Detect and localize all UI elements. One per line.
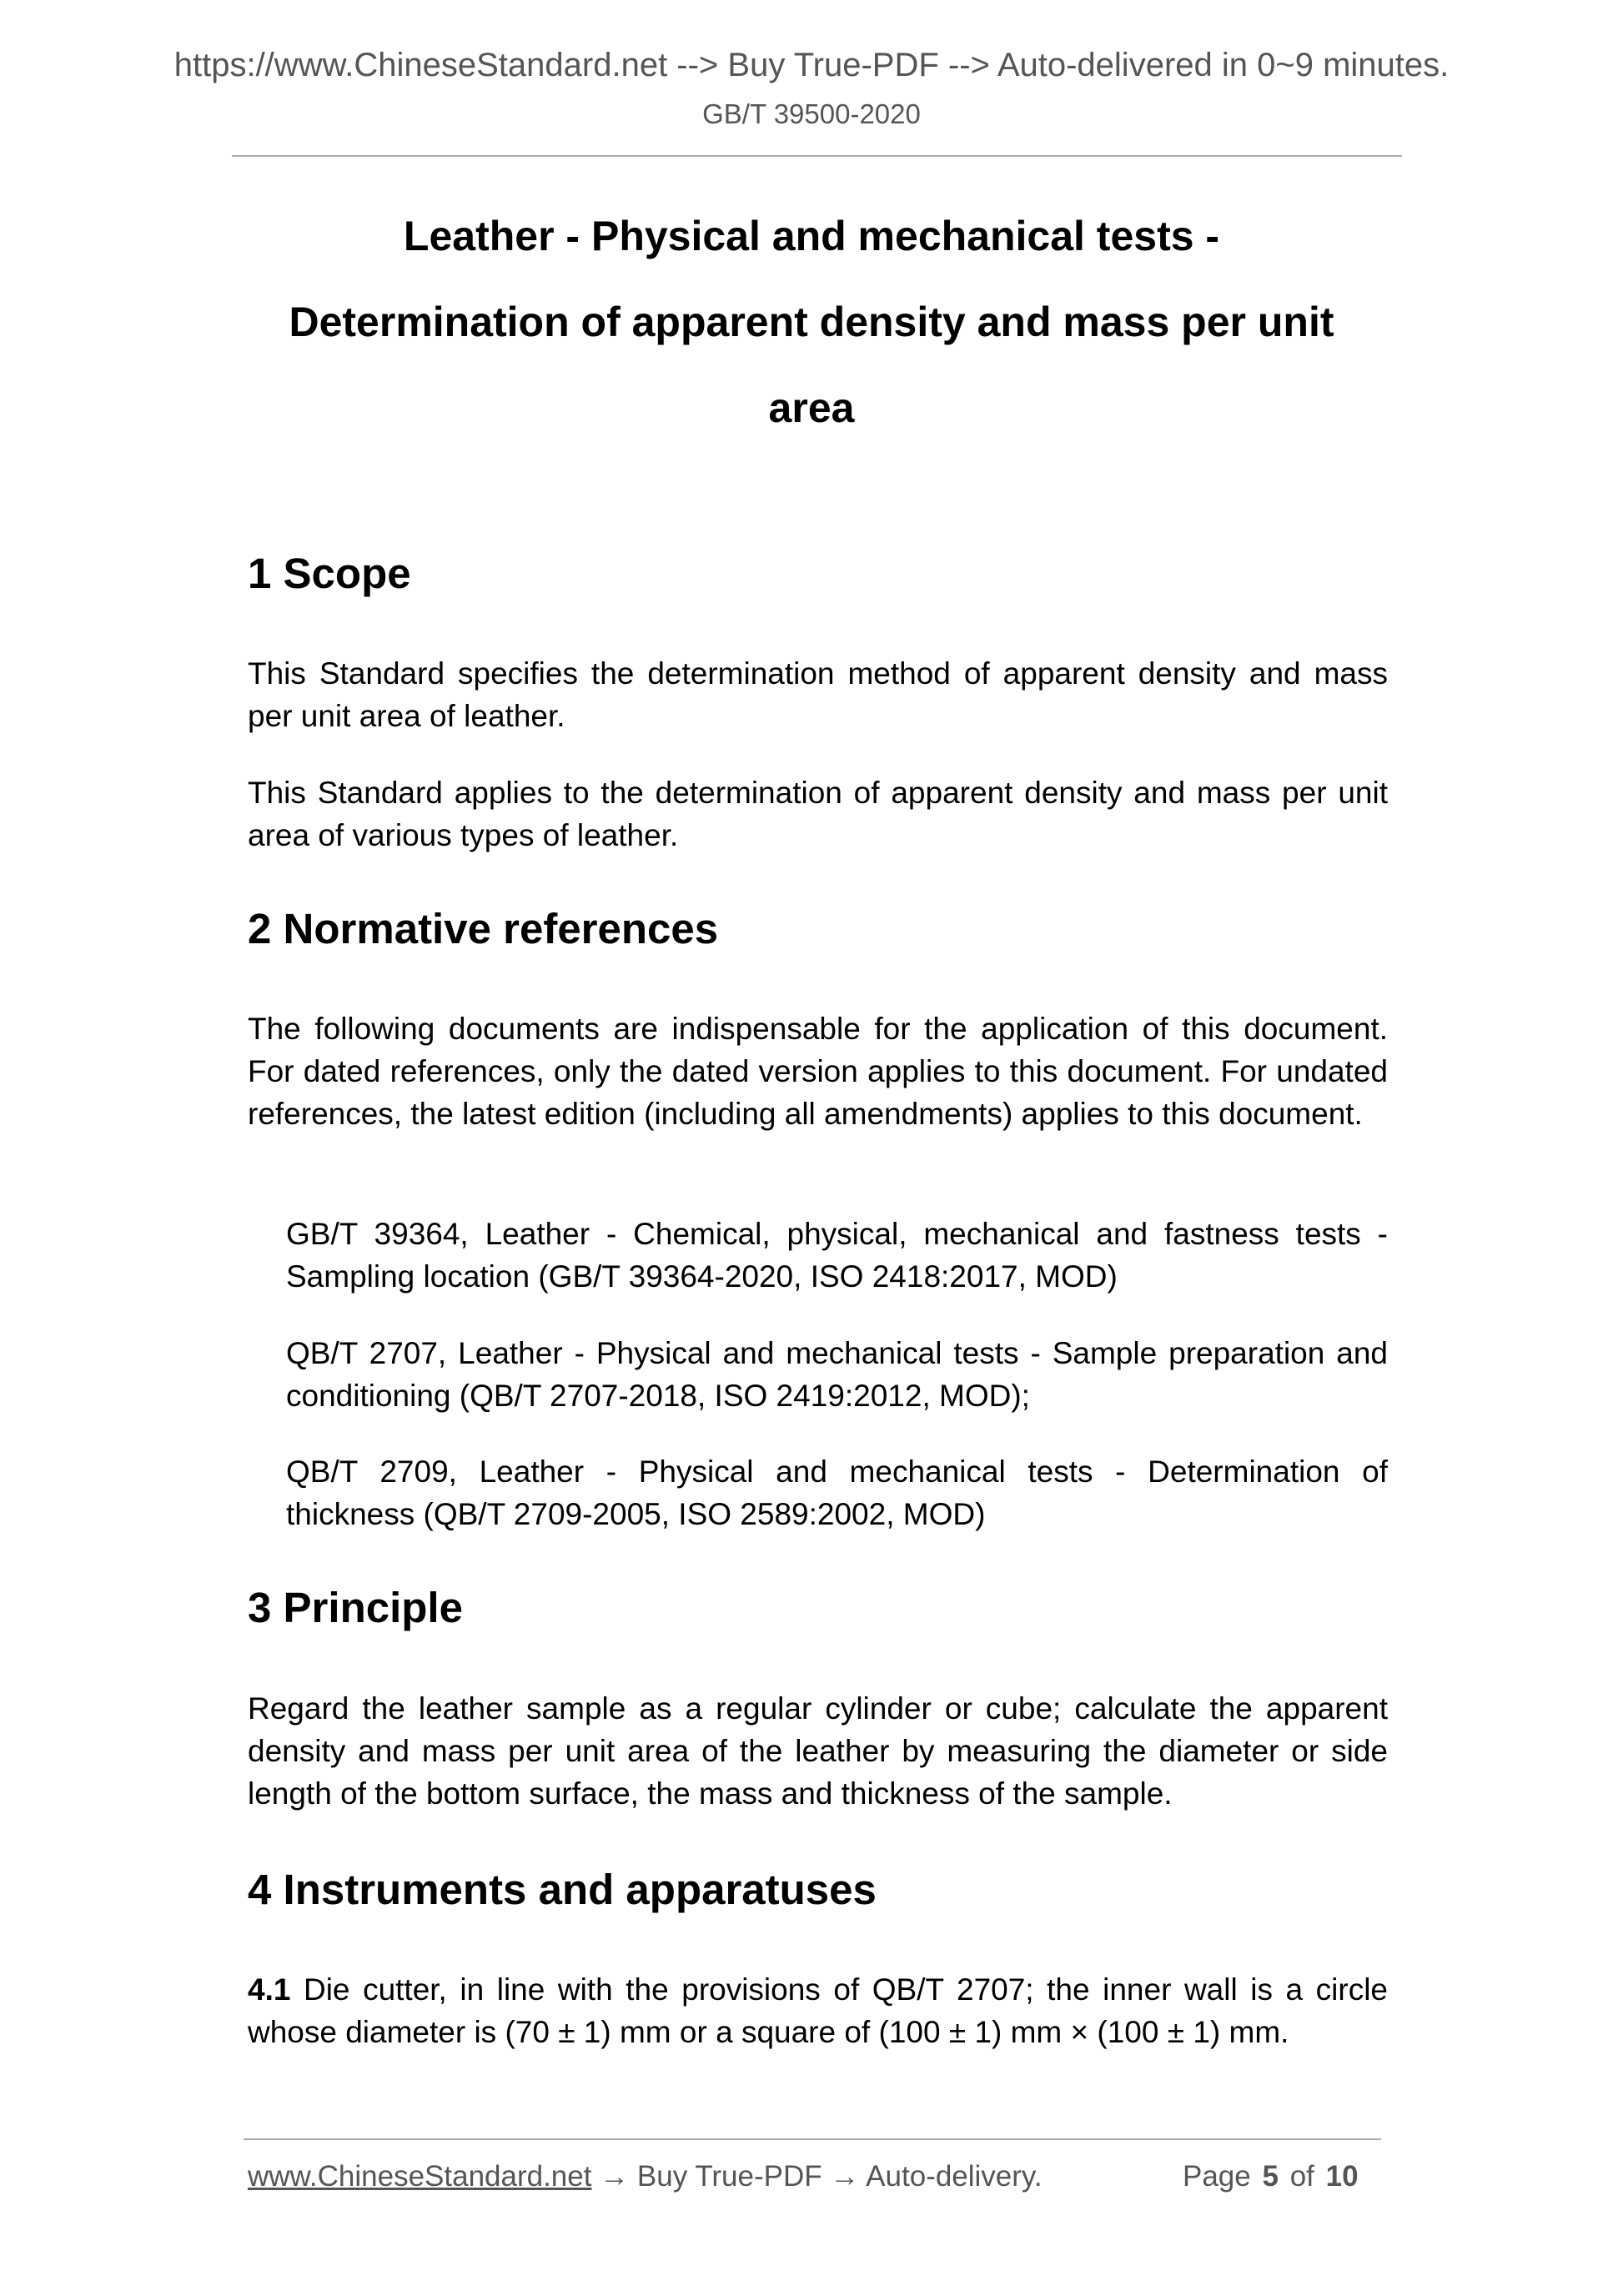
clause-text: Die cutter, in line with the provisions of QB/T 2707; the inner wall is a circle whose diameter is (70 ± 1) mm or a square of (100 ± 1) mm × (100 ± 1) mm.	[248, 1972, 1388, 2049]
page-total: 10	[1325, 2160, 1359, 2193]
footer-divider	[244, 2138, 1381, 2140]
paragraph: This Standard applies to the determination of apparent density and mass per unit area of various types of leather.	[248, 776, 1388, 852]
of-label: of	[1289, 2160, 1314, 2193]
paragraph: This Standard specifies the determination method of apparent density and mass per unit area of leather.	[248, 656, 1388, 733]
reference-item: GB/T 39364, Leather - Chemical, physical, mechanical and fastness tests - Sampling location (GB/T 39364-2020, ISO 2418:2017, MOD)	[286, 1217, 1388, 1294]
heading-principle: 3 Principle	[248, 1584, 463, 1631]
page-number: 5	[1262, 2160, 1279, 2193]
page-indicator	[1183, 2160, 1359, 2193]
footer-left	[248, 2160, 1043, 2193]
paragraph: The following documents are indispensable for the application of this document. For dated references, only the dated version applies to this document. For undated references, the latest edition (including all amendments) applies to this document.	[248, 1012, 1388, 1131]
paragraph	[248, 1968, 1388, 2053]
reference-item: QB/T 2707, Leather - Physical and mechanical tests - Sample preparation and conditioning (QB/T 2707-2018, ISO 2419:2012, MOD);	[286, 1336, 1388, 1413]
footer-text: → Buy True-PDF → Auto-delivery.	[591, 2160, 1043, 2193]
heading-instruments: 4 Instruments and apparatuses	[248, 1866, 877, 1913]
clause-number: 4.1	[248, 1972, 291, 2007]
heading-normative-references: 2 Normative references	[248, 905, 719, 952]
reference-item: QB/T 2709, Leather - Physical and mechanical tests - Determination of thickness (QB/T 2709-2005, ISO 2589:2002, MOD)	[286, 1454, 1388, 1531]
title-line: Determination of apparent density and mass per unit	[289, 299, 1334, 345]
header-banner: https://www.ChineseStandard.net --> Buy True-PDF --> Auto-delivered in 0~9 minutes.	[173, 47, 1450, 83]
title-line: area	[768, 384, 855, 431]
footer-link[interactable]: www.ChineseStandard.net	[248, 2160, 592, 2193]
document-title	[0, 193, 1623, 451]
title-line: Leather - Physical and mechanical tests -	[403, 213, 1220, 259]
paragraph: Regard the leather sample as a regular cylinder or cube; calculate the apparent density and mass per unit area of the leather by measuring the diameter or side length of the bottom surface, the mass and thickness of the sample.	[248, 1691, 1388, 1811]
header-doc-id: GB/T 39500-2020	[702, 98, 921, 129]
header-divider	[232, 155, 1402, 157]
page-label: Page	[1183, 2160, 1251, 2193]
heading-scope: 1 Scope	[248, 550, 411, 597]
